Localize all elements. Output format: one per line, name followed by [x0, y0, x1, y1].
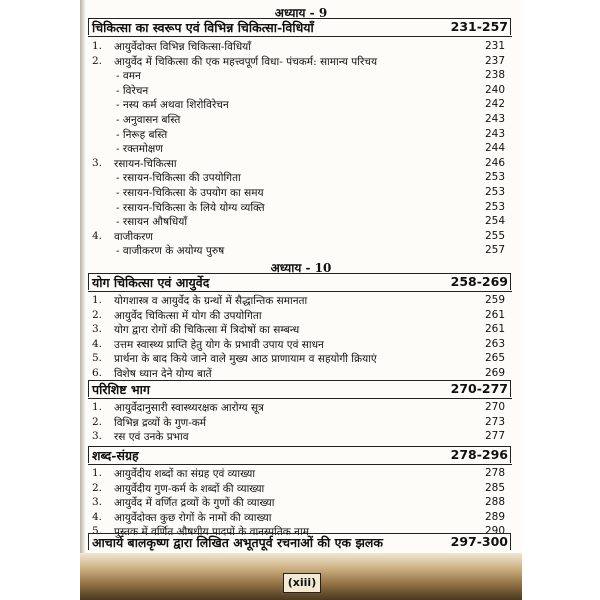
toc-entry — [88, 430, 505, 444]
toc-entry-title: आयुर्वेदोक्त विभिन्न चिकित्सा-विधियाँ — [114, 41, 251, 53]
toc-entry-title: प्रार्थना के बाद किये जाने वाले मुख्य आठ प्राणायाम व सहयोगी क्रियाएं — [114, 353, 377, 366]
toc-entry-number: 3. — [92, 156, 103, 169]
toc-entry-number: 1. — [92, 467, 103, 479]
toc-entry-page: 285 — [484, 481, 505, 494]
section-title: आचार्य बालकृष्ण द्वारा लिखित अभूतपूर्व रचनाओं की एक झलक — [92, 535, 383, 550]
toc-entry-title: - रसायन-चिकित्सा के लिये योग्य व्यक्ति — [116, 201, 265, 214]
toc-entry-page: 261 — [484, 308, 505, 321]
toc-entry-page: 273 — [484, 415, 505, 428]
toc-entry — [88, 416, 505, 430]
toc-entry-title: आयुर्वेद में वर्णित द्रव्यों के गुणों की व्याख्या — [114, 497, 275, 510]
toc-entry — [88, 215, 505, 229]
section-underline — [88, 36, 512, 37]
toc-entry — [88, 69, 505, 83]
toc-entry — [88, 40, 505, 54]
toc-entry — [88, 482, 505, 496]
toc-entry-number: 3. — [92, 430, 103, 443]
toc-entry-page: 243 — [484, 127, 505, 140]
glossary-section-header — [88, 446, 511, 463]
toc-entry-number: 2. — [92, 308, 103, 321]
toc-entry — [88, 309, 505, 323]
toc-entry-title: आयुर्वेदीय गुण-कर्म के शब्दों की व्याख्या — [114, 482, 265, 495]
toc-entry-title: योगशास्त्र व आयुर्वेद के ग्रन्थों में सैद्धान्तिक समानता — [114, 295, 308, 307]
toc-entry-title: रसायन-चिकित्सा — [114, 157, 177, 170]
toc-entry-title: आयुर्वेदोक्त कुछ रोगों के नामों की व्याख्या — [114, 511, 272, 524]
section-page-range: 278-296 — [450, 447, 508, 462]
chapter-9-heading: अध्याय - 9 — [274, 6, 328, 20]
toc-entry-number: 2. — [92, 415, 103, 428]
toc-entry — [88, 157, 505, 171]
toc-entry — [88, 323, 505, 337]
toc-entry-page: 278 — [484, 467, 505, 479]
toc-entry-page: 253 — [484, 171, 505, 184]
toc-entry-page: 255 — [484, 229, 505, 242]
toc-entry-page: 265 — [484, 352, 505, 365]
toc-entry-title: - नस्य कर्म अथवा शिरोविरेचन — [116, 99, 229, 112]
toc-entry-title: योग द्वारा रोगों की चिकित्सा में त्रिदोषों का सम्बन्ध — [114, 324, 300, 337]
toc-entry-number: 2. — [92, 54, 103, 67]
section-title: चिकित्सा का स्वरूप एवं विभिन्न चिकित्सा-विधियाँ — [92, 20, 314, 35]
toc-entry-title: - अनुवासन बस्ति — [116, 114, 181, 126]
appendix-section-header — [88, 380, 511, 397]
toc-entry-title: - रसायन-चिकित्सा के उपयोग का समय — [116, 187, 264, 199]
toc-entry-title: - वमन — [116, 70, 141, 83]
toc-entry-page: 253 — [484, 186, 505, 198]
toc-entry — [88, 401, 505, 415]
toc-entry-title: वाजीकरण — [114, 230, 154, 243]
chapter-9-section-header — [88, 18, 511, 35]
section-title: परिशिष्ट भाग — [92, 382, 150, 397]
toc-entry-page: 270 — [484, 401, 505, 413]
toc-entry-title: विभिन्न द्रव्यों के गुण-कर्म — [114, 416, 207, 429]
works-section-header — [88, 533, 511, 550]
page-gutter-shadow — [80, 0, 86, 600]
toc-entry-number: 5. — [92, 525, 103, 538]
page-number: (xiii) — [283, 573, 321, 593]
toc-entry — [88, 467, 505, 481]
toc-entry — [88, 367, 505, 381]
toc-entry-title: - निरूह बस्ति — [116, 128, 168, 141]
toc-entry-number: 1. — [92, 40, 103, 52]
toc-entry-page: 244 — [484, 142, 505, 155]
toc-entry — [88, 294, 505, 308]
toc-entry — [88, 496, 505, 510]
section-page-range: 258-269 — [450, 274, 508, 289]
toc-entry — [88, 352, 505, 366]
toc-entry — [88, 113, 505, 127]
toc-entry-page: 254 — [484, 215, 505, 228]
toc-entry-page: 240 — [484, 83, 505, 96]
toc-entry-number: 4. — [92, 229, 103, 242]
chapter-10-heading: अध्याय - 10 — [270, 261, 332, 275]
toc-entry-number: 6. — [92, 367, 103, 379]
section-underline — [88, 398, 512, 399]
toc-entry-number: 2. — [92, 481, 103, 494]
toc-entry-title: पुस्तक में वर्णित औषधीय पादपों के वानस्पतिक नाम — [114, 526, 309, 539]
toc-entry-number: 4. — [92, 337, 103, 350]
toc-entry-page: 259 — [484, 294, 505, 306]
toc-entry — [88, 230, 505, 244]
chapter-10-section-header — [88, 273, 511, 290]
toc-entry — [88, 338, 505, 352]
toc-entry — [88, 84, 505, 98]
toc-entry-page: 257 — [484, 244, 505, 257]
toc-entry — [88, 171, 505, 185]
toc-entry-page: 261 — [484, 323, 505, 336]
section-underline — [88, 291, 512, 292]
toc-entry — [88, 128, 505, 142]
section-title: शब्द-संग्रह — [92, 448, 139, 463]
toc-entry-page: 246 — [484, 156, 505, 169]
section-page-range: 270-277 — [450, 381, 508, 396]
toc-entry-page: 231 — [484, 40, 505, 52]
toc-entry — [88, 201, 505, 215]
toc-entry-page: 277 — [484, 430, 505, 443]
toc-entry-title: - विरेचन — [116, 84, 149, 97]
section-page-range: 231-257 — [450, 19, 508, 34]
book-page — [80, 0, 522, 600]
toc-entry-page: 238 — [484, 69, 505, 82]
toc-entry-title: रस एवं उनके प्रभाव — [114, 431, 189, 444]
toc-entry-page: 269 — [484, 367, 505, 379]
toc-entry — [88, 511, 505, 525]
toc-entry-title: आयुर्वेदानुसारी स्वास्थ्यरक्षक आरोग्य सूत्र — [114, 402, 264, 414]
toc-entry — [88, 244, 505, 258]
toc-entry — [88, 98, 505, 112]
toc-entry-number: 3. — [92, 323, 103, 336]
toc-entry-title: आयुर्वेदीय शब्दों का संग्रह एवं व्याख्या — [114, 468, 256, 480]
toc-entry — [88, 142, 505, 156]
toc-entry — [88, 55, 505, 69]
toc-entry-title: - रसायन-चिकित्सा की उपयोगिता — [116, 172, 241, 185]
toc-entry-title: - वाजीकरण के अयोग्य पुरुष — [116, 245, 225, 258]
toc-entry-title: - रसायन औषधियाँ — [116, 216, 188, 229]
section-page-range: 297-300 — [450, 534, 508, 549]
toc-entry-number: 4. — [92, 510, 103, 523]
toc-entry-title: विशेष ध्यान देने योग्य बातें — [114, 368, 212, 380]
toc-entry-page: 242 — [484, 98, 505, 111]
toc-entry-title: - रक्तमोक्षण — [116, 143, 163, 156]
section-title: योग चिकित्सा एवं आयुर्वेद — [92, 275, 210, 290]
toc-entry-number: 3. — [92, 496, 103, 509]
toc-entry-page: 289 — [484, 510, 505, 523]
toc-entry-page: 288 — [484, 496, 505, 509]
toc-entry-number: 1. — [92, 401, 103, 413]
toc-entry-title: आयुर्वेद में चिकित्सा की एक महत्त्वपूर्ण विधा- पंचकर्म: सामान्य परिचय — [114, 55, 378, 68]
toc-entry-page: 237 — [484, 54, 505, 67]
toc-entry-number: 1. — [92, 294, 103, 306]
toc-entry-page: 263 — [484, 337, 505, 350]
section-underline — [88, 464, 512, 465]
toc-entry-number: 5. — [92, 352, 103, 365]
toc-entry — [88, 186, 505, 200]
toc-entry-page: 253 — [484, 200, 505, 213]
toc-entry-page: 290 — [484, 525, 505, 538]
toc-entry-page: 243 — [484, 113, 505, 125]
toc-entry-title: उत्तम स्वास्थ्य प्राप्ति हेतु योग के प्रभावी उपाय एवं साधन — [114, 338, 324, 351]
toc-entry-title: आयुर्वेद चिकित्सा में योग की उपयोगिता — [114, 309, 262, 322]
